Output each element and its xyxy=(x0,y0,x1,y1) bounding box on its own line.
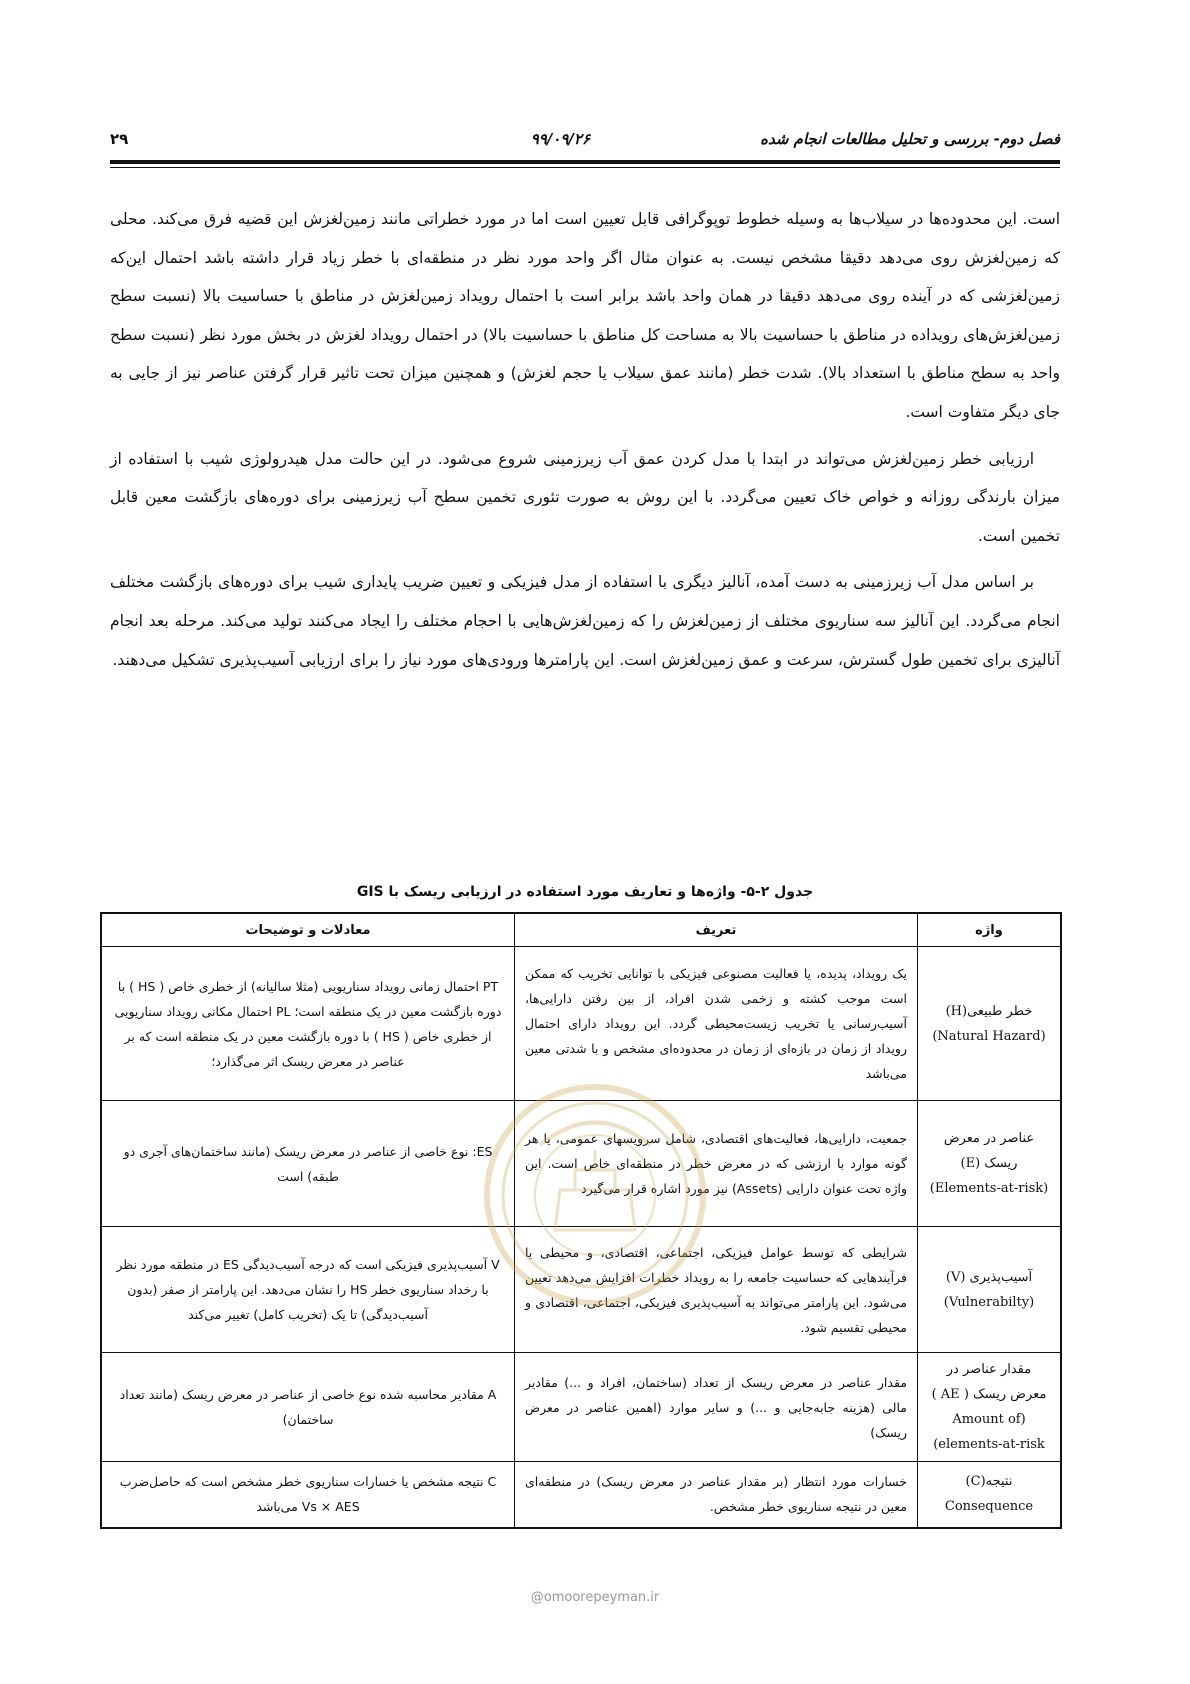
table-header-row xyxy=(101,913,1061,947)
row-equations: A مقادیر محاسبه شده نوع خاصی از عناصر در معرض ریسک (مانند تعداد ساختمان) xyxy=(101,1353,515,1462)
row-definition: مقدار عناصر در معرض ریسک از تعداد (ساختمان، افراد و ...) مقادیر مالی (هزینه جابه‌جایی و ...) و سایر موارد (اهمین عناصر در معرض ریسک) xyxy=(515,1353,918,1462)
table-row xyxy=(101,1353,1061,1462)
footer-url: @omoorepeyman.ir xyxy=(530,1590,660,1605)
row-definition: شرایطی که توسط عوامل فیزیکی، اجتماعی، اقتصادی، و محیطی یا فرآیندهایی که حساسیت جامعه را به رویداد خطرات افزایش می‌دهد تعیین می‌شود. این پارامتر می‌تواند به آسیب‌پذیری فیزیکی، اجتماعی، اقتصادی و محیطی تقسیم شود. xyxy=(515,1227,918,1353)
header-definition: تعریف xyxy=(515,913,918,947)
header-equations: معادلات و توضیحات xyxy=(101,913,515,947)
header-date: ۹۹/۰۹/۲۶ xyxy=(530,130,590,148)
chapter-title: فصل دوم- بررسی و تحلیل مطالعات انجام شده xyxy=(760,130,1060,148)
row-term: نتیجه(C) Consequence xyxy=(918,1462,1062,1528)
page-header xyxy=(110,122,1060,154)
row-equations: ES: نوع خاصی از عناصر در معرض ریسک (مانند ساختمان‌های آجری دو طبقه) است xyxy=(101,1101,515,1227)
paragraph-2: ارزیابی خطر زمین‌لغزش می‌تواند در ابتدا با مدل کردن عمق آب زیرزمینی شروع می‌شود. در این حالت مدل هیدرولوژی شیب با استفاده از میزان بارندگی روزانه و خواص خاک تعیین می‌گردد. با این روش به صورت تئوری تخمین سطح آب زیرزمینی برای دوره‌های بازگشت معین قابل تخمین است. xyxy=(110,449,1060,545)
row-term: مقدار عناصر در معرض ریسک ( AE ) (Amount of elements-at-risk) xyxy=(918,1353,1062,1462)
table-caption: جدول ۲-۵- واژه‌ها و تعاریف مورد استفاده در ارزیابی ریسک با GIS xyxy=(356,884,814,900)
row-equations: PT احتمال زمانی رویداد سناریویی (مثلا سالیانه) از خطری خاص ( HS ) با دوره بازگشت معین در یک منطقه است؛ PL احتمال مکانی رویداد سناریویی از خطری خاص ( HS ) با دوره بازگشت معین در یک منطقه است که بر عناصر در معرض ریسک اثر می‌گذارد؛ xyxy=(101,947,515,1101)
paragraph-3: بر اساس مدل آب زیرزمینی به دست آمده، آنالیز دیگری با استفاده از مدل فیزیکی و تعیین ضریب پایداری شیب برای دوره‌های بازگشت مختلف انجام می‌گردد. این آنالیز سه سناریوی مختلف از زمین‌لغزش را که زمین‌لغزش‌هایی با احجام مختلف را ایجاد می‌کنند تولید می‌کند. مرحله بعد انجام آنالیزی برای تخمین طول گسترش، سرعت و عمق زمین‌لغزش است. این پارامترها ورودی‌های مورد نیاز را برای ارزیابی آسیب‌پذیری تشکیل می‌دهند. xyxy=(110,573,1060,669)
table-row xyxy=(101,947,1061,1101)
page-number: ۲۹ xyxy=(110,130,129,148)
header-rule-thick xyxy=(110,160,1060,164)
row-definition: خسارات مورد انتظار (بر مقدار عناصر در معرض ریسک) در منطقه‌ای معین در نتیجه سناریوی خطر مشخص. xyxy=(515,1462,918,1528)
row-equations: C نتیجه مشخص یا خسارات سناریوی خطر مشخص است که حاصل‌ضرب Vs × AES می‌باشد xyxy=(101,1462,515,1528)
row-term: خطر طبیعی(H) (Natural Hazard) xyxy=(918,947,1062,1101)
row-term: عناصر در معرض ریسک (E) (Elements-at-risk) xyxy=(918,1101,1062,1227)
header-rule-thin xyxy=(110,167,1060,168)
body-text xyxy=(110,200,1060,687)
watermark-seal-icon xyxy=(480,1080,710,1310)
row-definition: یک رویداد، پدیده، یا فعالیت مصنوعی فیزیکی با توانایی تخریب که ممکن است موجب کشته و زخمی شدن افراد، از بین رفتن دارایی‌ها، آسیب‌رسانی یا تخریب زیست‌محیطی گردد. این رویداد دارای احتمال رویداد از زمان در بازه‌ای از زمان در محدوده‌ای مشخص و با شدتی معین می‌باشد xyxy=(515,947,918,1101)
row-term: آسیب‌پذیری (V) (Vulnerabilty) xyxy=(918,1227,1062,1353)
paragraph-1: است. این محدوده‌ها در سیلاب‌ها به وسیله خطوط توپوگرافی قابل تعیین است اما در مورد خطراتی مانند زمین‌لغزش این قضیه فرق می‌کند. محلی که زمین‌لغزش روی می‌دهد دقیقا مشخص نیست. به عنوان مثال اگر واحد مورد نظر در منطقه‌ای با خطر زیاد قرار داشته باشد احتمال این‌که زمین‌لغزشی که در آینده روی می‌دهد دقیقا در همان واحد باشد برابر است با احتمال رویداد زمین‌لغزش در مناطق با حساسیت بالا (نسبت سطح زمین‌لغزش‌های رویداده در مناطق با حساسیت بالا به مساحت کل مناطق با حساسیت بالا) در احتمال رویداد لغزش در بخش مورد نظر (نسبت سطح واحد به سطح مناطق با استعداد بالا). شدت خطر (مانند عمق سیلاب یا حجم لغزش) و همچنین میزان تحت تاثیر قرار گرفتن عناصر نیز از جایی به جای دیگر متفاوت است. xyxy=(110,210,1060,421)
row-equations: V آسیب‌پذیری فیزیکی است که درجه آسیب‌دیدگی ES در منطقه مورد نظر با رخداد سناریوی خطر HS را نشان می‌دهد. این پارامتر از صفر (بدون آسیب‌دیدگی) تا یک (تخریب کامل) تغییر می‌کند xyxy=(101,1227,515,1353)
row-definition: جمعیت، دارایی‌ها، فعالیت‌های اقتصادی، شامل سرویسهای عمومی، یا هر گونه موارد با ارزشی که در معرض خطر در منطقه‌ای خاص است. این واژه تحت عنوان دارایی (Assets) نیز مورد اشاره قرار می‌گیرد xyxy=(515,1101,918,1227)
table-row xyxy=(101,1462,1061,1528)
header-term: واژه xyxy=(918,913,1062,947)
